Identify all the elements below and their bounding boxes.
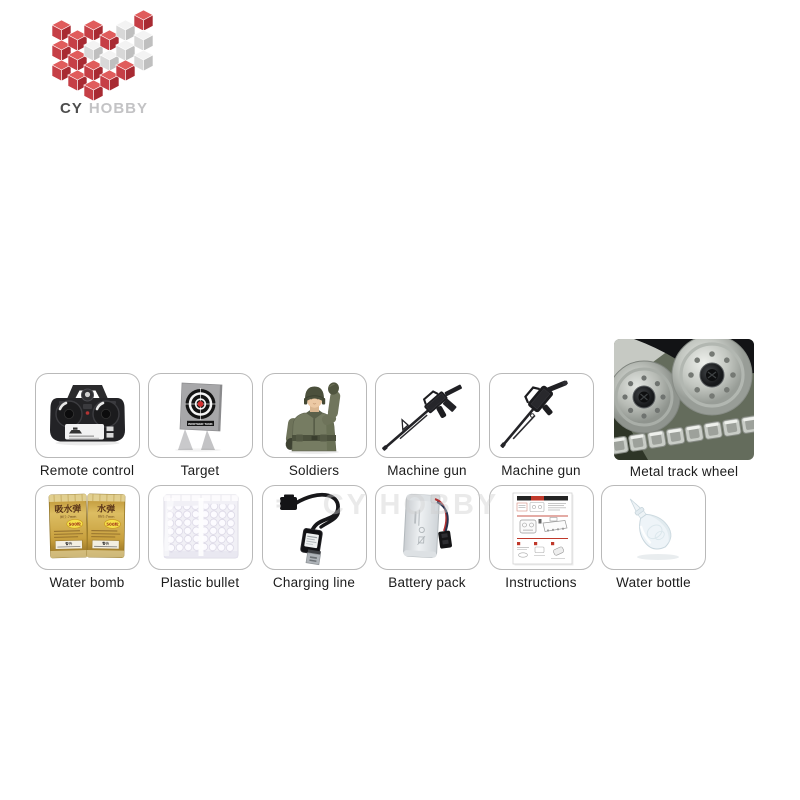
- item-label-machine-gun-1: Machine gun: [387, 463, 467, 478]
- item-card-machine-gun-1: [375, 373, 480, 458]
- item-card-machine-gun-2: [489, 373, 594, 458]
- packet-title: 吸水弹: [54, 504, 82, 516]
- battery-pack-image: [376, 486, 479, 569]
- item-card-battery-pack: [375, 485, 480, 570]
- water-bottle-image: [602, 486, 705, 569]
- target-image: [149, 374, 252, 457]
- water-bomb-image: [36, 486, 139, 569]
- item-card-water-bottle: [601, 485, 706, 570]
- item-label-plastic-bullet: Plastic bullet: [160, 575, 240, 590]
- usb-plug: [306, 549, 321, 564]
- item-card-charging-line: [262, 485, 367, 570]
- packet-subtitle: 弹径:7mm: [97, 514, 115, 519]
- metal-track-wheel-image: [614, 339, 754, 460]
- item-card-remote-control: [35, 373, 140, 458]
- packet-badge: 500粒: [68, 521, 82, 527]
- item-card-target: [148, 373, 253, 458]
- item-label-battery-pack: Battery pack: [388, 575, 466, 590]
- charging-line-image: [263, 486, 366, 569]
- brand-name-secondary: HOBBY: [88, 100, 148, 117]
- packet-badge: 500粒: [106, 521, 119, 527]
- brand-logo: [52, 10, 154, 102]
- item-photo-metal-track-wheel: [614, 339, 754, 460]
- logo-cubes-icon: [52, 10, 154, 102]
- target-board-text: BROTHER TANK: [188, 421, 213, 426]
- item-label-water-bomb: Water bomb: [49, 575, 125, 590]
- brand-name: [56, 100, 152, 117]
- watermark-text: CY HOBBY: [322, 489, 500, 521]
- packet-warning: 警告: [102, 541, 110, 546]
- soldier-image: [263, 374, 366, 457]
- item-label-metal-track-wheel: Metal track wheel: [629, 464, 739, 479]
- sm-connector: [277, 495, 298, 511]
- brand-name-primary: CY: [59, 100, 83, 117]
- item-label-instructions: Instructions: [505, 575, 577, 590]
- instructions-image: [490, 486, 593, 569]
- item-label-water-bottle: Water bottle: [616, 575, 691, 590]
- item-card-soldiers: [262, 373, 367, 458]
- plastic-bullet-image: [149, 486, 252, 569]
- item-label-remote-control: Remote control: [39, 463, 135, 478]
- battery-connector: [438, 530, 452, 549]
- packet-warning: 警告: [65, 541, 73, 546]
- water-bomb-packet-left: [49, 494, 88, 558]
- item-label-charging-line: Charging line: [272, 575, 356, 590]
- water-bomb-packet-right: [87, 494, 125, 558]
- item-card-instructions: [489, 485, 594, 570]
- packet-subtitle: 弹径:7mm: [59, 514, 77, 520]
- item-label-soldiers: Soldiers: [288, 463, 340, 478]
- item-label-machine-gun-2: Machine gun: [501, 463, 581, 478]
- machine-gun-image: [376, 374, 479, 457]
- item-label-target: Target: [180, 463, 220, 478]
- remote-control-image: [36, 374, 139, 457]
- machine-gun-image: [490, 374, 593, 457]
- item-card-water-bomb: [35, 485, 140, 570]
- item-card-plastic-bullet: [148, 485, 253, 570]
- packet-title: 水弹: [97, 504, 116, 515]
